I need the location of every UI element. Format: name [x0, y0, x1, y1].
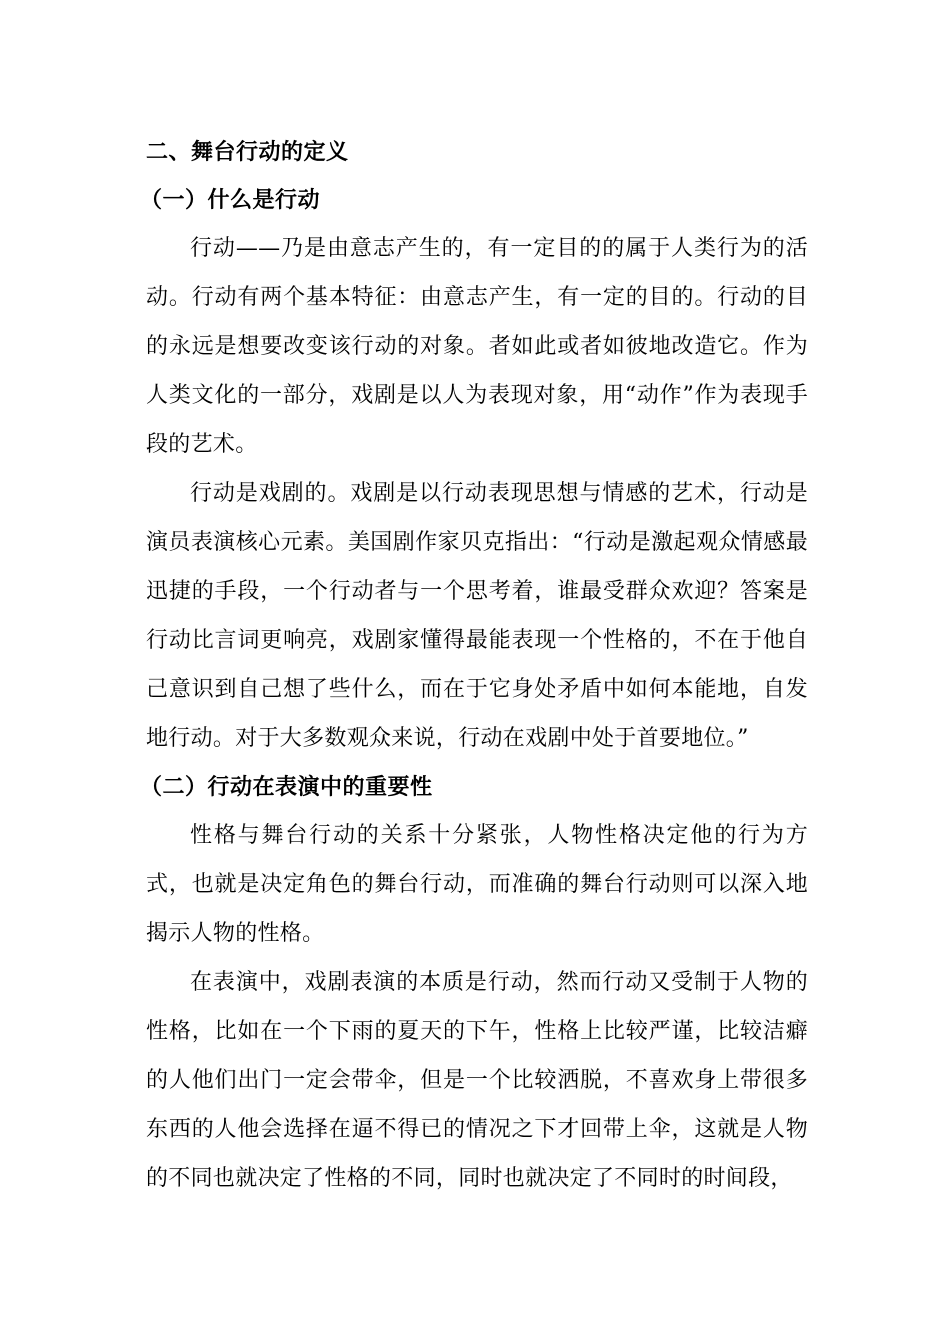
paragraph-1: 行动——乃是由意志产生的，有一定目的的属于人类行为的活动。行动有两个基本特征：由意志产生，有一定的目的。行动的目的永远是想要改变该行动的对象。者如此或者如彼地改造它。作为人类文化的一部分，戏剧是以人为表现对象，用“动作”作为表现手段的艺术。: [146, 236, 808, 457]
paragraph-3: 性格与舞台行动的关系十分紧张，人物性格决定他的行为方式，也就是决定角色的舞台行动，而准确的舞台行动则可以深入地揭示人物的性格。: [146, 823, 808, 946]
paragraph-2: 行动是戏剧的。戏剧是以行动表现思想与情感的艺术，行动是演员表演核心元素。美国剧作家贝克指出：“行动是激起观众情感最迅捷的手段，一个行动者与一个思考着，谁最受群众欢迎？答案是行动比言词更响亮，戏剧家懂得最能表现一个性格的，不在于他自己意识到自己想了些什么，而在于它身处矛盾中如何本能地，自发地行动。对于大多数观众来说，行动在戏剧中处于首要地位。”: [146, 481, 808, 751]
subsection-heading-2: （二）行动在表演中的重要性: [140, 774, 433, 800]
subsection-heading-1: （一）什么是行动: [140, 187, 321, 213]
paragraph-4: 在表演中，戏剧表演的本质是行动，然而行动又受制于人物的性格，比如在一个下雨的夏天的下午，性格上比较严谨，比较洁癖的人他们出门一定会带伞，但是一个比较洒脱，不喜欢身上带很多东西的人他会选择在逼不得已的情况之下才回带上伞，这就是人物的不同也就决定了性格的不同，同时也就决定了不同时的时间段，: [146, 970, 808, 1191]
document-page: [140, 128, 808, 1203]
section-heading: 二、舞台行动的定义: [146, 139, 349, 165]
